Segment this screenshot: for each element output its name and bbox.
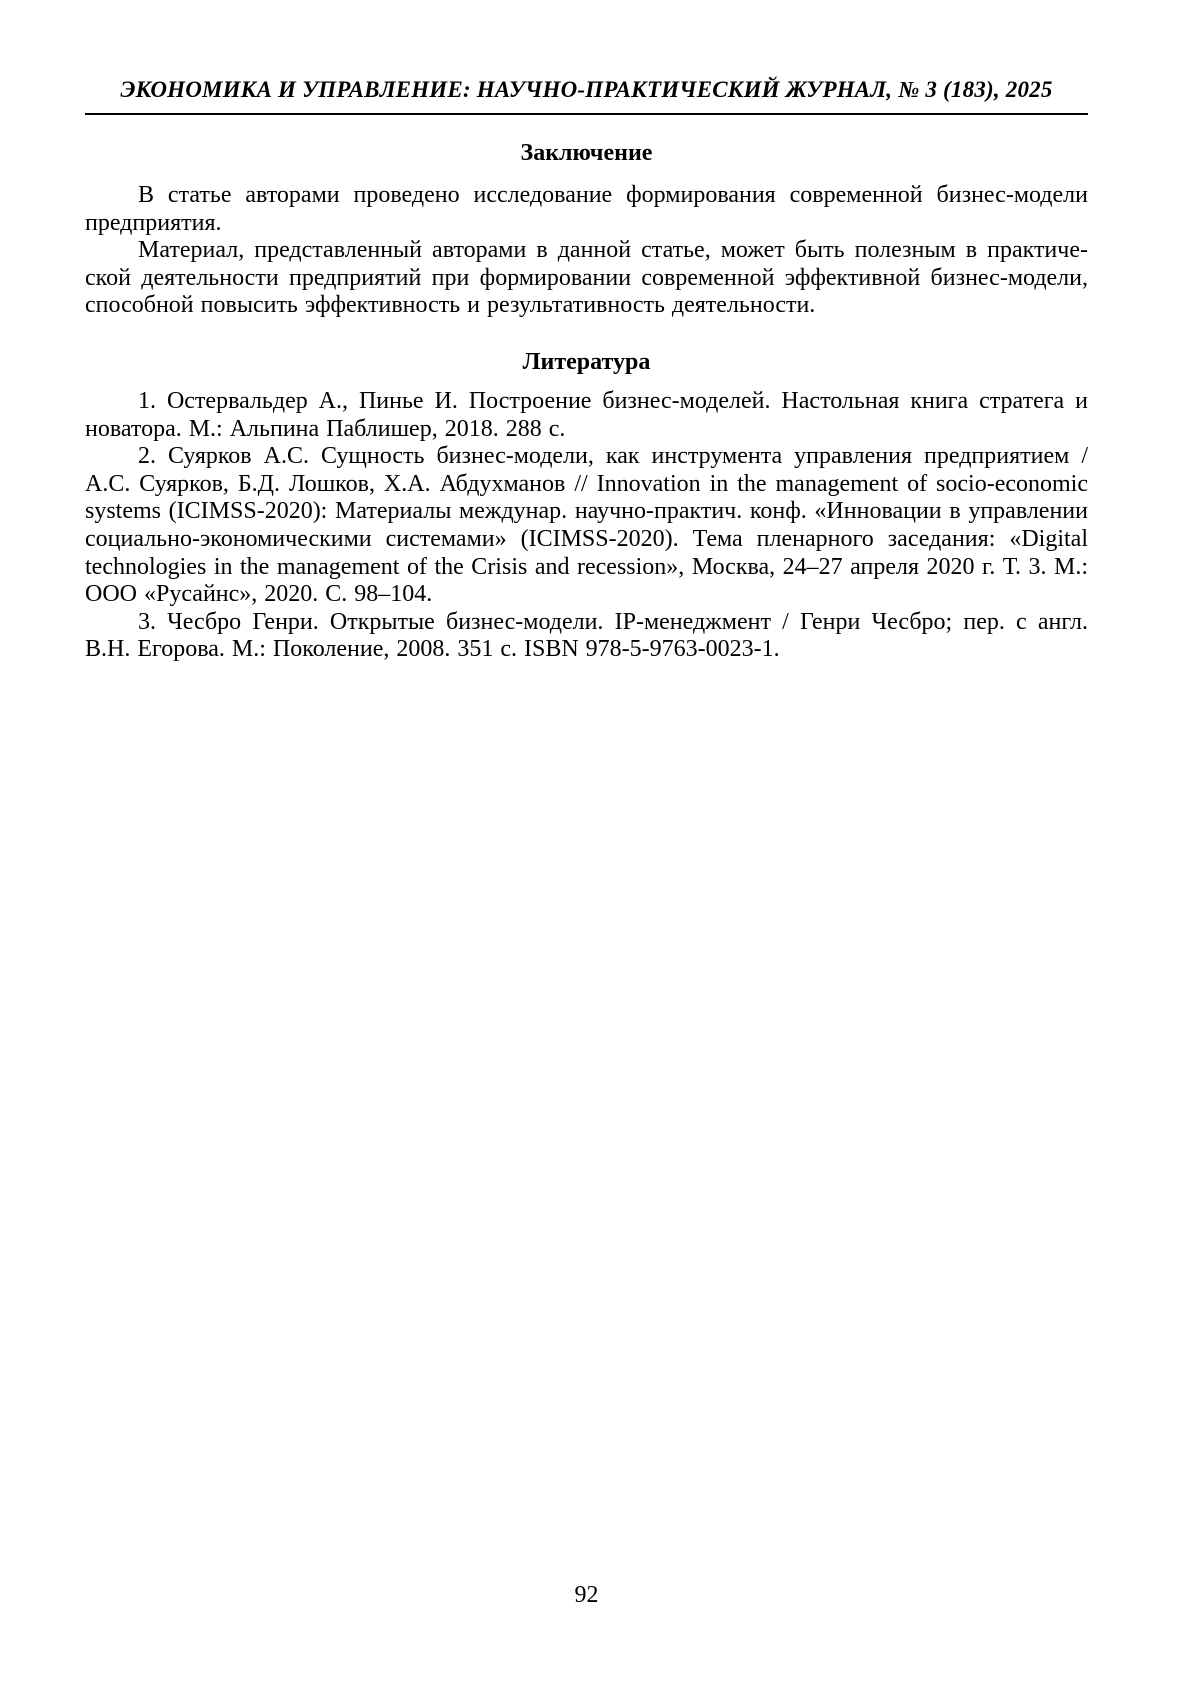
conclusion-heading: Заключение [520,140,653,166]
page-content [85,0,1088,664]
conclusion-paragraph: Материал, представленный авторами в данной статье, может быть полезным в практической деятельности предприятий при формировании современной эффективной бизнес-модели, способной повысить эффективность и результативность деятельности. [85,237,1088,319]
page-number: 92 [574,1582,599,1608]
journal-title: ЭКОНОМИКА И УПРАВЛЕНИЕ: НАУЧНО-ПРАКТИЧЕСКИЙ ЖУРНАЛ, № 3 (183), 2025 [120,77,1053,102]
reference-item: 1. Остервальдер А., Пинье И. Построение бизнес-моделей. Настольная книга стратега и новатора. М.: Альпина Паблишер, 2018. 288 с. [85,387,1088,442]
conclusion-paragraph: В статье авторами проведено исследование формирования современной бизнес-модели предприятия. [85,182,1088,236]
reference-item: 3. Чесбро Генри. Открытые бизнес-модели. IP-менеджмент / Генри Чесбро; пер. с англ. В.Н. Егорова. М.: Поколение, 2008. 351 с. ISBN 978-5-9763-0023-1. [85,608,1088,663]
running-header [85,0,1088,115]
reference-item: 2. Суярков А.С. Сущность бизнес-модели, как инструмента управления предприятием / А.С. Суярков, Б.Д. Лошков, Х.А. Абдухманов // Innovation in the management of socio-economic systems (ICIMSS-2020): Материалы междунар. научно-практич. конф. «Инновации в управлении социально-экономическими системами» (ICIMSS-2020). Тема пленарного заседания: «Digital technologies in the management of the Crisis and recession», Москва, 24–27 апреля 2020 г. Т. 3. М.: ООО «Русайнс», 2020. С. 98–104. [85,443,1088,608]
reference-list [85,388,1088,664]
references-heading: Литература [522,348,651,375]
